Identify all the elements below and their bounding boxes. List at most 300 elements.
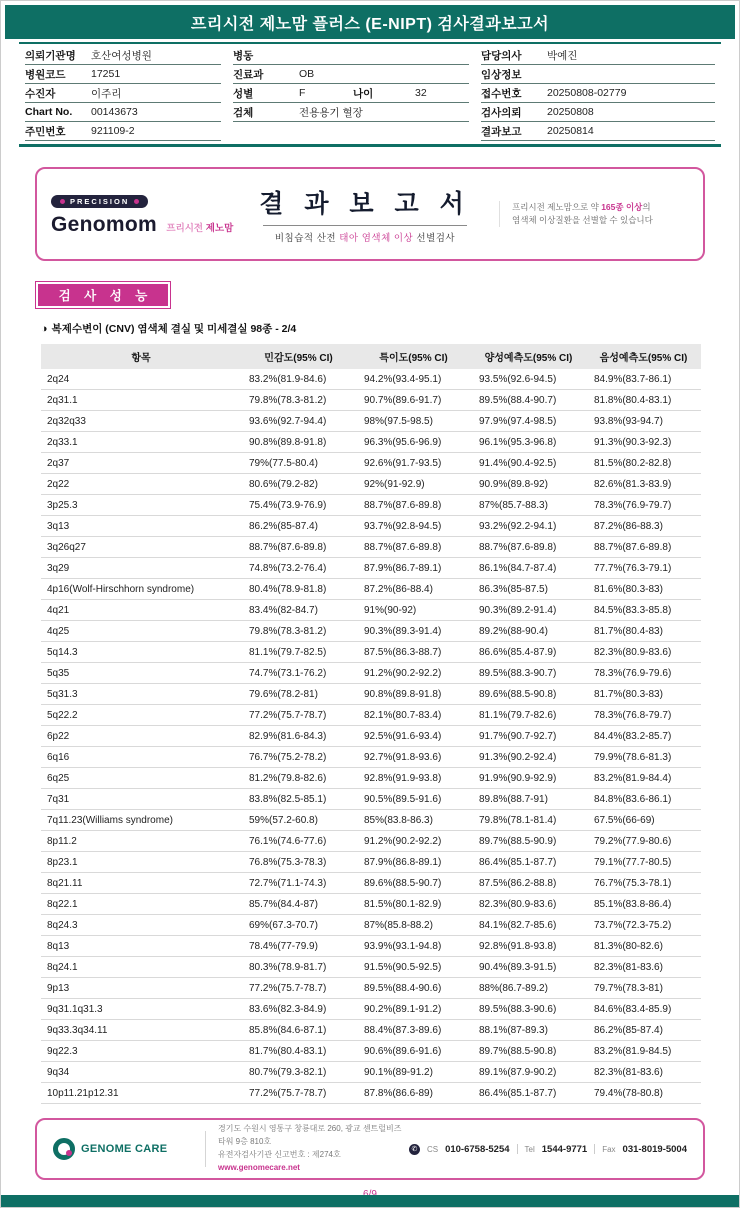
value-cell: 77.7%(76.3-79.1) (586, 558, 701, 579)
table-row (41, 957, 701, 978)
column-header: 특이도(95% CI) (356, 344, 471, 369)
value-cell: 89.2%(88-90.4) (471, 621, 586, 642)
field-label: 임상정보 (481, 68, 522, 81)
value-cell: 89.5%(88.4-90.7) (471, 390, 586, 411)
item-cell: 6p22 (41, 726, 241, 747)
value-cell: 90.6%(89.6-91.6) (356, 1041, 471, 1062)
value-cell: 82.9%(81.6-84.3) (241, 726, 356, 747)
value-cell: 87.2%(86-88.3) (586, 516, 701, 537)
value-cell: 96.1%(95.3-96.8) (471, 432, 586, 453)
value-cell: 78.4%(77-79.9) (241, 936, 356, 957)
contact-separator (594, 1144, 595, 1154)
value-cell: 89.7%(88.5-90.9) (471, 831, 586, 852)
brand-kr-genomom: 제노맘 (205, 223, 234, 234)
value-cell: 97.9%(97.4-98.5) (471, 411, 586, 432)
address-line2: 유전자검사기관 신고번호 : 제274호 (218, 1150, 341, 1159)
field-value: 20250808 (547, 106, 594, 118)
field-label: 결과보고 (481, 125, 522, 138)
value-cell: 81.7%(80.4-83) (586, 621, 701, 642)
value-cell: 82.1%(80.7-83.4) (356, 705, 471, 726)
performance-table-body (41, 369, 701, 1104)
value-cell: 90.1%(89-91.2) (356, 1062, 471, 1083)
item-cell: 2q32q33 (41, 411, 241, 432)
subtitle-pre: 비침습적 산전 (274, 233, 340, 244)
value-cell: 93.6%(92.7-94.4) (241, 411, 356, 432)
item-cell: 8q24.3 (41, 915, 241, 936)
value-cell: 79.8%(78.3-81.2) (241, 390, 356, 411)
table-row (41, 747, 701, 768)
report-title: 프리시전 제노맘 플러스 (E-NIPT) 검사결과보고서 (190, 16, 550, 33)
table-row (41, 642, 701, 663)
value-cell: 84.6%(83.4-85.9) (586, 999, 701, 1020)
table-caption (41, 321, 699, 336)
fax-label: Fax (602, 1144, 616, 1154)
value-cell: 92.6%(91.7-93.5) (356, 453, 471, 474)
value-cell: 92.8%(91.8-93.8) (471, 936, 586, 957)
field-value: 호산여성병원 (91, 49, 152, 62)
field-value: 17251 (91, 68, 121, 80)
value-cell: 90.3%(89.3-91.4) (356, 621, 471, 642)
field-label: 나이 (353, 87, 374, 100)
patient-info-row (25, 122, 221, 141)
patient-info-col2 (227, 46, 475, 141)
item-cell: 2q24 (41, 369, 241, 390)
field-value: 20250808-02779 (547, 87, 627, 99)
table-row (41, 831, 701, 852)
genomecare-logo-icon (53, 1138, 75, 1160)
field-label: 담당의사 (481, 49, 522, 62)
value-cell: 90.3%(89.2-91.4) (471, 600, 586, 621)
title-divider (263, 225, 467, 226)
footer-divider (205, 1131, 206, 1167)
value-cell: 90.5%(89.5-91.6) (356, 789, 471, 810)
value-cell: 74.8%(73.2-76.4) (241, 558, 356, 579)
value-cell: 98%(97.5-98.5) (356, 411, 471, 432)
value-cell: 85%(83.8-86.3) (356, 810, 471, 831)
value-cell: 91.9%(90.9-92.9) (471, 768, 586, 789)
value-cell: 91.2%(90.2-92.2) (356, 831, 471, 852)
item-cell: 8q21.11 (41, 873, 241, 894)
table-row (41, 1020, 701, 1041)
value-cell: 89.7%(88.5-90.8) (471, 1041, 586, 1062)
value-cell: 79%(77.5-80.4) (241, 453, 356, 474)
subtitle-highlight: 태아 염색체 이상 (339, 233, 414, 244)
field-label: Chart No. (25, 106, 73, 118)
table-row (41, 495, 701, 516)
value-cell: 96.3%(95.6-96.9) (356, 432, 471, 453)
patient-info-row (481, 46, 715, 65)
value-cell: 80.4%(78.9-81.8) (241, 579, 356, 600)
phone-icon: ✆ (409, 1144, 420, 1155)
value-cell: 85.1%(83.8-86.4) (586, 894, 701, 915)
value-cell: 93.7%(92.8-94.5) (356, 516, 471, 537)
value-cell: 93.8%(93-94.7) (586, 411, 701, 432)
item-cell: 4q21 (41, 600, 241, 621)
value-cell: 80.7%(79.3-82.1) (241, 1062, 356, 1083)
value-cell: 82.3%(80.9-83.6) (471, 894, 586, 915)
value-cell: 75.4%(73.9-76.9) (241, 495, 356, 516)
value-cell: 76.8%(75.3-78.3) (241, 852, 356, 873)
table-row (41, 453, 701, 474)
field-value: 921109-2 (91, 125, 135, 137)
value-cell: 81.6%(80.3-83) (586, 579, 701, 600)
value-cell: 74.7%(73.1-76.2) (241, 663, 356, 684)
value-cell: 84.1%(82.7-85.6) (471, 915, 586, 936)
column-header: 민감도(95% CI) (241, 344, 356, 369)
value-cell: 91.2%(90.2-92.2) (356, 663, 471, 684)
value-cell: 86.2%(85-87.4) (586, 1020, 701, 1041)
value-cell: 79.8%(78.1-81.4) (471, 810, 586, 831)
patient-info-row (25, 103, 221, 122)
value-cell: 80.6%(79.2-82) (241, 474, 356, 495)
value-cell: 93.2%(92.2-94.1) (471, 516, 586, 537)
value-cell: 78.3%(76.9-79.7) (586, 495, 701, 516)
performance-table (41, 344, 701, 1104)
value-cell: 92.7%(91.8-93.6) (356, 747, 471, 768)
value-cell: 85.7%(84.4-87) (241, 894, 356, 915)
item-cell: 2q33.1 (41, 432, 241, 453)
item-cell: 5q22.2 (41, 705, 241, 726)
value-cell: 81.8%(80.4-83.1) (586, 390, 701, 411)
item-cell: 5q35 (41, 663, 241, 684)
value-cell: 90.9%(89.8-92) (471, 474, 586, 495)
value-cell: 79.7%(78.3-81) (586, 978, 701, 999)
field-label: 의뢰기관명 (25, 49, 76, 62)
patient-info-row (25, 84, 221, 103)
value-cell: 73.7%(72.3-75.2) (586, 915, 701, 936)
website-link[interactable]: www.genomecare.net (218, 1162, 300, 1172)
address-line1: 경기도 수원시 영통구 창룡대로 260, 광교 센트럴비즈타워 9층 810호 (218, 1124, 402, 1147)
value-cell: 86.2%(85-87.4) (241, 516, 356, 537)
value-cell: 88.7%(87.6-89.8) (241, 537, 356, 558)
table-row (41, 978, 701, 999)
value-cell: 94.2%(93.4-95.1) (356, 369, 471, 390)
item-cell: 2q37 (41, 453, 241, 474)
table-row (41, 894, 701, 915)
caption-text: 복제수변이 (CNV) 염색체 결실 및 미세결실 98종 (51, 323, 273, 335)
patient-info-row (481, 65, 715, 84)
item-cell: 8q22.1 (41, 894, 241, 915)
value-cell: 89.6%(88.5-90.7) (356, 873, 471, 894)
value-cell: 86.3%(85-87.5) (471, 579, 586, 600)
bottom-teal-bar (1, 1195, 739, 1207)
item-cell: 7q31 (41, 789, 241, 810)
value-cell: 87%(85.8-88.2) (356, 915, 471, 936)
field-value: F (299, 87, 306, 99)
value-cell: 81.7%(80.3-83) (586, 684, 701, 705)
value-cell: 81.5%(80.2-82.8) (586, 453, 701, 474)
table-row (41, 684, 701, 705)
value-cell: 89.5%(88.3-90.7) (471, 663, 586, 684)
value-cell: 91.3%(90.3-92.3) (586, 432, 701, 453)
value-cell: 89.8%(88.7-91) (471, 789, 586, 810)
patient-info-row (25, 46, 221, 65)
table-row (41, 705, 701, 726)
field-label: 검사의뢰 (481, 106, 522, 119)
value-cell: 59%(57.2-60.8) (241, 810, 356, 831)
table-row (41, 810, 701, 831)
item-cell: 9q33.3q34.11 (41, 1020, 241, 1041)
value-cell: 83.2%(81.9-84.4) (586, 768, 701, 789)
field-value: 32 (415, 87, 427, 99)
value-cell: 90.2%(89.1-91.2) (356, 999, 471, 1020)
item-cell: 2q22 (41, 474, 241, 495)
cs-number: 010-6758-5254 (445, 1143, 510, 1155)
field-value: 00143673 (91, 106, 138, 118)
table-row (41, 726, 701, 747)
item-cell: 3q26q27 (41, 537, 241, 558)
brand-line (51, 213, 234, 237)
value-cell: 90.4%(89.3-91.5) (471, 957, 586, 978)
value-cell: 83.4%(82-84.7) (241, 600, 356, 621)
item-cell: 3q29 (41, 558, 241, 579)
footer-address (218, 1123, 409, 1174)
contact-separator (517, 1144, 518, 1154)
value-cell: 91.7%(90.7-92.7) (471, 726, 586, 747)
value-cell: 81.2%(79.8-82.6) (241, 768, 356, 789)
field-label: 진료과 (233, 68, 264, 81)
report-box-title: 결 과 보 고 서 (259, 190, 471, 218)
value-cell: 78.3%(76.8-79.7) (586, 705, 701, 726)
item-cell: 9p13 (41, 978, 241, 999)
item-cell: 10p11.21p12.31 (41, 1083, 241, 1104)
item-cell: 2q31.1 (41, 390, 241, 411)
tel-number: 1544-9771 (541, 1143, 588, 1155)
table-row (41, 600, 701, 621)
field-value: 20250814 (547, 125, 594, 137)
field-value: 박예진 (547, 49, 578, 62)
value-cell: 77.2%(75.7-78.7) (241, 705, 356, 726)
patient-info-row (481, 84, 715, 103)
field-label: 접수번호 (481, 87, 522, 100)
item-cell: 8q13 (41, 936, 241, 957)
value-cell: 79.9%(78.6-81.3) (586, 747, 701, 768)
footer-contacts (409, 1144, 687, 1155)
value-cell: 88.1%(87-89.3) (471, 1020, 586, 1041)
patient-info-row (233, 103, 469, 122)
item-cell: 8p11.2 (41, 831, 241, 852)
value-cell: 76.1%(74.6-77.6) (241, 831, 356, 852)
value-cell: 87.5%(86.2-88.8) (471, 873, 586, 894)
value-cell: 88.7%(87.6-89.8) (586, 537, 701, 558)
field-value: OB (299, 68, 315, 80)
value-cell: 89.5%(88.3-90.6) (471, 999, 586, 1020)
precision-badge-label: PRECISION (70, 197, 130, 206)
patient-info-row (25, 65, 221, 84)
item-cell: 7q11.23(Williams syndrome) (41, 810, 241, 831)
value-cell: 81.1%(79.7-82.6) (471, 705, 586, 726)
table-row (41, 1083, 701, 1104)
value-cell: 84.9%(83.7-86.1) (586, 369, 701, 390)
value-cell: 92.5%(91.6-93.4) (356, 726, 471, 747)
value-cell: 79.8%(78.3-81.2) (241, 621, 356, 642)
field-value: 이주리 (91, 87, 122, 100)
patient-info-row (233, 46, 469, 65)
brand-korean-name (166, 223, 233, 234)
caption-page-indicator: - 2/4 (272, 323, 297, 335)
value-cell: 91.5%(90.5-92.5) (356, 957, 471, 978)
value-cell: 81.5%(80.1-82.9) (356, 894, 471, 915)
value-cell: 85.8%(84.6-87.1) (241, 1020, 356, 1041)
value-cell: 83.2%(81.9-84.5) (586, 1041, 701, 1062)
item-cell: 3q13 (41, 516, 241, 537)
value-cell: 81.3%(80-82.6) (586, 936, 701, 957)
footer-box (35, 1118, 705, 1180)
value-cell: 91.3%(90.2-92.4) (471, 747, 586, 768)
value-cell: 91.4%(90.4-92.5) (471, 453, 586, 474)
item-cell: 6q16 (41, 747, 241, 768)
table-row (41, 915, 701, 936)
value-cell: 67.5%(66-69) (586, 810, 701, 831)
column-header: 음성예측도(95% CI) (586, 344, 701, 369)
value-cell: 76.7%(75.2-78.2) (241, 747, 356, 768)
table-row (41, 579, 701, 600)
value-cell: 92%(91-92.9) (356, 474, 471, 495)
field-label: 병동 (233, 49, 254, 62)
section-heading-test-performance: 검 사 성 능 (35, 281, 171, 309)
table-row (41, 516, 701, 537)
brand-wordmark: Genomom (51, 213, 157, 236)
note-line2: 염색체 이상질환을 선별할 수 있습니다 (512, 215, 653, 225)
fax-number: 031-8019-5004 (622, 1143, 687, 1155)
value-cell: 79.4%(78-80.8) (586, 1083, 701, 1104)
field-label: 병원코드 (25, 68, 66, 81)
value-cell: 89.6%(88.5-90.8) (471, 684, 586, 705)
value-cell: 79.1%(77.7-80.5) (586, 852, 701, 873)
item-cell: 6q25 (41, 768, 241, 789)
value-cell: 84.8%(83.6-86.1) (586, 789, 701, 810)
note-line1-post: 의 (642, 201, 651, 212)
value-cell: 86.4%(85.1-87.7) (471, 1083, 586, 1104)
item-cell: 3p25.3 (41, 495, 241, 516)
report-box-center (231, 184, 499, 244)
patient-info-row (233, 84, 469, 103)
genomecare-brand-name: GENOME CARE (81, 1143, 168, 1155)
note-highlight: 165종 이상 (601, 201, 643, 212)
item-cell: 8p23.1 (41, 852, 241, 873)
patient-info-section (19, 42, 721, 147)
value-cell: 80.3%(78.9-81.7) (241, 957, 356, 978)
value-cell: 90.7%(89.6-91.7) (356, 390, 471, 411)
column-header: 항목 (41, 344, 241, 369)
item-cell: 9q31.1q31.3 (41, 999, 241, 1020)
field-label: 수진자 (25, 87, 56, 100)
item-cell: 5q31.3 (41, 684, 241, 705)
table-row (41, 1041, 701, 1062)
value-cell: 91%(90-92) (356, 600, 471, 621)
patient-info-row (481, 122, 715, 141)
value-cell: 87.8%(86.6-89) (356, 1083, 471, 1104)
table-row (41, 873, 701, 894)
table-row (41, 558, 701, 579)
value-cell: 88.4%(87.3-89.6) (356, 1020, 471, 1041)
value-cell: 90.8%(89.8-91.8) (356, 684, 471, 705)
field-label: 주민번호 (25, 125, 66, 138)
brand-kr-precision: 프리시전 (166, 223, 204, 234)
genomom-logo (51, 191, 234, 237)
item-cell: 9q34 (41, 1062, 241, 1083)
field-label: 검체 (233, 106, 254, 119)
value-cell: 82.3%(81-83.6) (586, 957, 701, 978)
table-row (41, 474, 701, 495)
genomecare-logo (53, 1138, 193, 1160)
value-cell: 89.5%(88.4-90.6) (356, 978, 471, 999)
value-cell: 88.7%(87.6-89.8) (356, 537, 471, 558)
value-cell: 87.9%(86.7-89.1) (356, 558, 471, 579)
table-row (41, 789, 701, 810)
value-cell: 87.2%(86-88.4) (356, 579, 471, 600)
value-cell: 87.5%(86.3-88.7) (356, 642, 471, 663)
value-cell: 86.1%(84.7-87.4) (471, 558, 586, 579)
value-cell: 82.3%(80.9-83.6) (586, 642, 701, 663)
table-row (41, 411, 701, 432)
report-title-bar (5, 5, 735, 39)
value-cell: 93.5%(92.6-94.5) (471, 369, 586, 390)
value-cell: 78.3%(76.9-79.6) (586, 663, 701, 684)
subtitle-post: 선별검사 (413, 233, 456, 244)
patient-info-row (233, 65, 469, 84)
table-row (41, 390, 701, 411)
value-cell: 69%(67.3-70.7) (241, 915, 356, 936)
table-row (41, 936, 701, 957)
table-row (41, 369, 701, 390)
dot-icon (134, 199, 139, 204)
value-cell: 79.2%(77.9-80.6) (586, 831, 701, 852)
value-cell: 76.7%(75.3-78.1) (586, 873, 701, 894)
value-cell: 81.7%(80.4-83.1) (241, 1041, 356, 1062)
precision-badge (51, 195, 148, 208)
table-row (41, 663, 701, 684)
cs-label: CS (426, 1144, 439, 1154)
value-cell: 87.9%(86.8-89.1) (356, 852, 471, 873)
performance-table-header-row (41, 344, 701, 369)
value-cell: 89.1%(87.9-90.2) (471, 1062, 586, 1083)
value-cell: 77.2%(75.7-78.7) (241, 1083, 356, 1104)
value-cell: 83.2%(81.9-84.6) (241, 369, 356, 390)
value-cell: 82.3%(81-83.6) (586, 1062, 701, 1083)
value-cell: 87%(85.7-88.3) (471, 495, 586, 516)
table-row (41, 999, 701, 1020)
value-cell: 81.1%(79.7-82.5) (241, 642, 356, 663)
table-row (41, 432, 701, 453)
patient-info-row (481, 103, 715, 122)
value-cell: 82.6%(81.3-83.9) (586, 474, 701, 495)
value-cell: 83.6%(82.3-84.9) (241, 999, 356, 1020)
value-cell: 88%(86.7-89.2) (471, 978, 586, 999)
result-report-box (35, 167, 705, 261)
tel-label: Tel (524, 1144, 535, 1154)
table-row (41, 537, 701, 558)
value-cell: 93.9%(93.1-94.8) (356, 936, 471, 957)
item-cell: 4p16(Wolf-Hirschhorn syndrome) (41, 579, 241, 600)
item-cell: 8q24.1 (41, 957, 241, 978)
value-cell: 88.7%(87.6-89.8) (356, 495, 471, 516)
value-cell: 86.6%(85.4-87.9) (471, 642, 586, 663)
value-cell: 77.2%(75.7-78.7) (241, 978, 356, 999)
half-circle-bullet-icon: ◑ (41, 323, 48, 335)
value-cell: 90.8%(89.8-91.8) (241, 432, 356, 453)
table-row (41, 852, 701, 873)
dot-icon (60, 199, 65, 204)
value-cell: 84.5%(83.3-85.8) (586, 600, 701, 621)
patient-info-col1 (19, 46, 227, 141)
report-box-note (499, 201, 689, 227)
value-cell: 83.8%(82.5-85.1) (241, 789, 356, 810)
value-cell: 86.4%(85.1-87.7) (471, 852, 586, 873)
patient-info-col3 (475, 46, 721, 141)
table-row (41, 1062, 701, 1083)
table-row (41, 621, 701, 642)
